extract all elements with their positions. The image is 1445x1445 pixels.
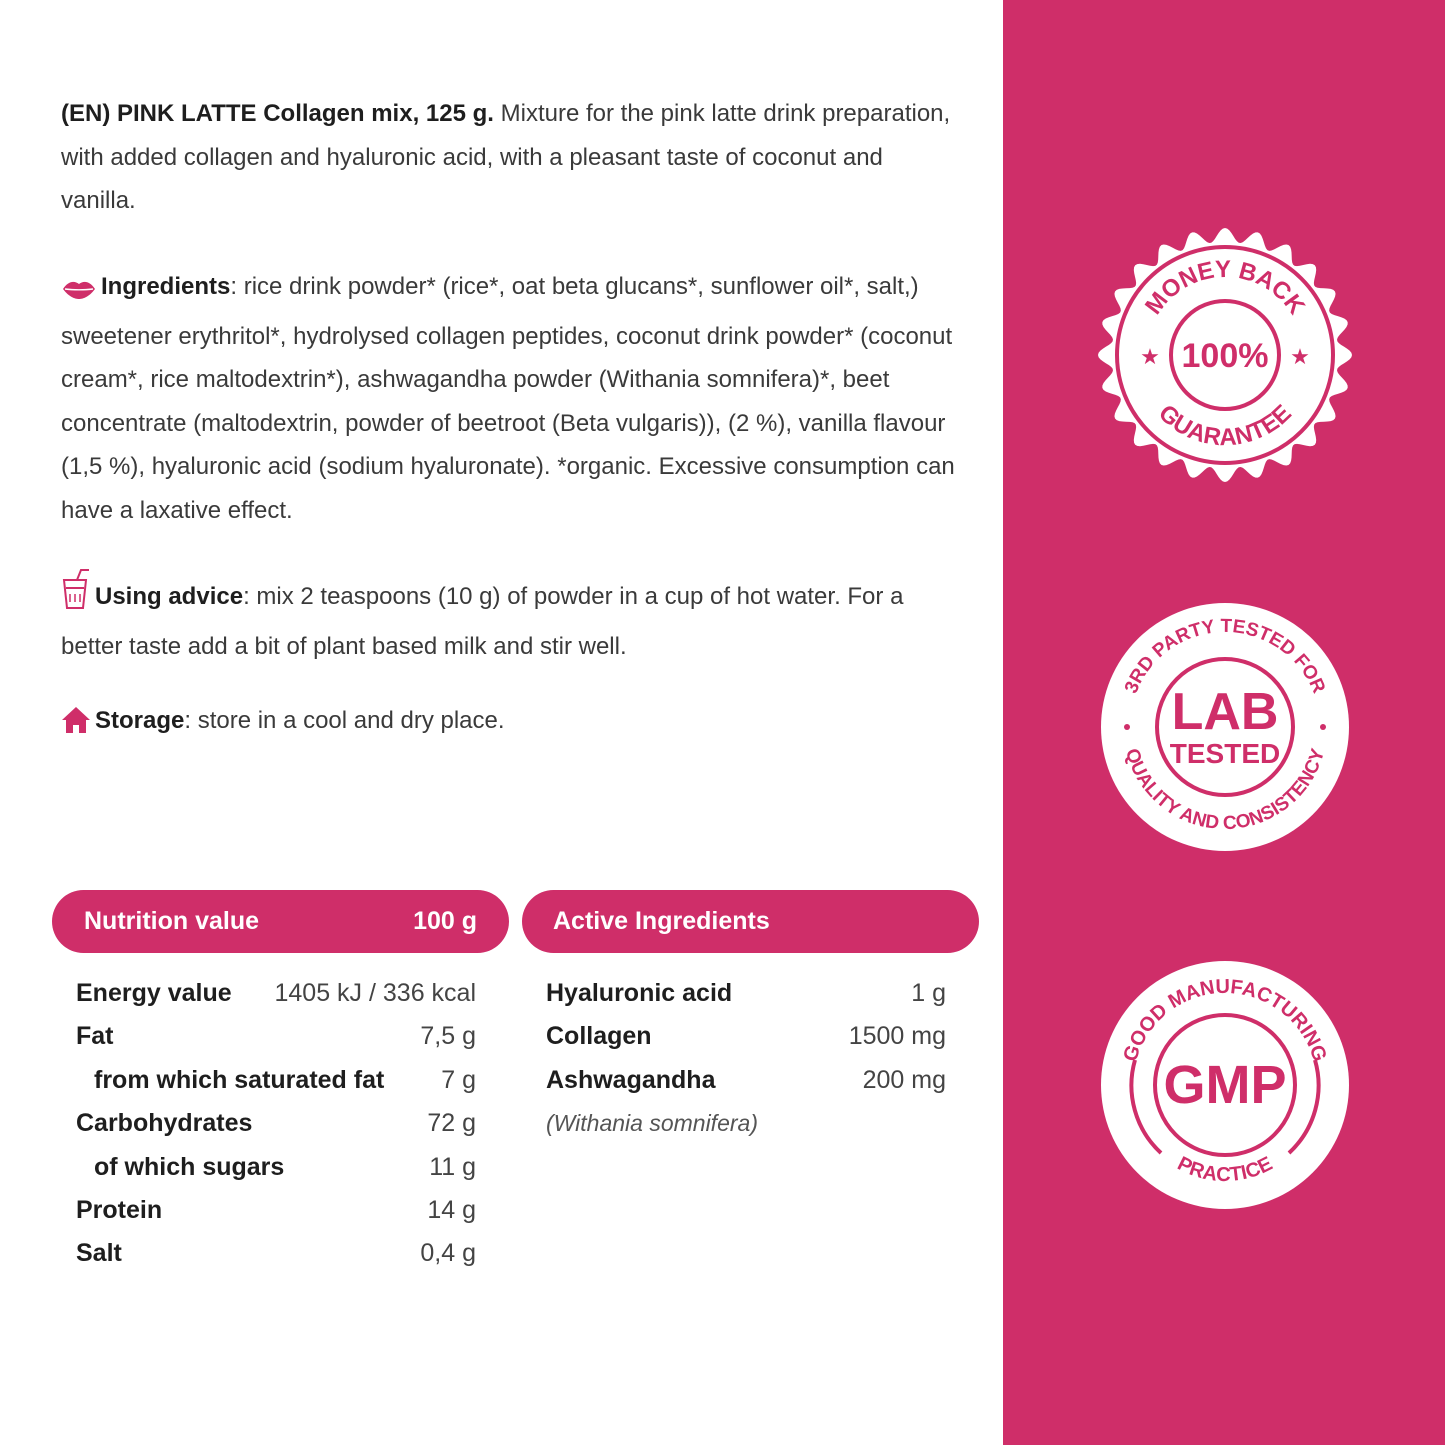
- row-label: Collagen: [546, 1022, 652, 1051]
- table-row: [546, 1059, 946, 1102]
- star-icon: ★: [1140, 344, 1160, 369]
- gmp-top-text: GOOD MANUFACTURING: [1119, 975, 1331, 1065]
- row-label: Fat: [76, 1022, 114, 1051]
- table-row: [76, 1146, 476, 1189]
- nutrition-header: [52, 890, 509, 953]
- table-row: [76, 972, 476, 1015]
- row-label: Hyaluronic acid: [546, 979, 733, 1007]
- nutrition-table: [76, 972, 476, 1276]
- row-value: 14 g: [427, 1195, 476, 1224]
- using-advice-label: Using advice: [95, 583, 244, 610]
- row-value: 72 g: [427, 1109, 476, 1138]
- nutrition-header-title: Nutrition value: [84, 907, 260, 935]
- row-value: 1 g: [911, 979, 946, 1007]
- table-row: [76, 1015, 476, 1058]
- money-back-guarantee-badge: [1095, 225, 1355, 485]
- intro-title: (EN) PINK LATTE Collagen mix, 125 g.: [61, 100, 494, 127]
- lab-bottom-text: QUALITY AND CONSISTENCY: [1120, 746, 1330, 835]
- row-label: Carbohydrates: [76, 1109, 253, 1138]
- table-row: [76, 1232, 476, 1275]
- ingredients-label: Ingredients: [101, 273, 231, 300]
- money-back-bottom-text: GUARANTEE: [1153, 399, 1297, 452]
- row-value: 0,4 g: [420, 1239, 476, 1268]
- lips-icon: [61, 271, 97, 315]
- storage-label: Storage: [95, 707, 185, 734]
- nutrition-header-per: 100 g: [413, 907, 477, 935]
- table-row: [76, 1059, 476, 1102]
- row-value: 1500 mg: [848, 1022, 946, 1051]
- drink-cup-icon: [61, 568, 91, 625]
- row-label: Ashwagandha: [546, 1065, 716, 1094]
- ashwagandha-latin-note: (Withania somnifera): [546, 1110, 758, 1137]
- intro-paragraph: [61, 92, 961, 223]
- money-back-center-text: 100%: [1181, 337, 1269, 375]
- table-row: [76, 1189, 476, 1232]
- row-label: Salt: [76, 1239, 122, 1268]
- table-row: [546, 1015, 946, 1058]
- table-row: [76, 1102, 476, 1145]
- active-ingredients-header-title: Active Ingredients: [553, 907, 770, 935]
- table-row: [546, 972, 946, 1015]
- row-label: from which saturated fat: [94, 1065, 385, 1094]
- active-ingredients-header: [522, 890, 979, 953]
- gmp-bottom-text: PRACTICE: [1173, 1152, 1277, 1187]
- money-back-top-text: MONEY BACK: [1140, 255, 1311, 320]
- intro-text: Mixture for the pink latte drink preparation, with added collagen and hyaluronic acid, with a pleasant taste of coconut and vanilla.: [61, 100, 951, 214]
- ingredients-paragraph: [61, 265, 961, 532]
- storage-paragraph: [61, 699, 961, 749]
- ingredients-text: : rice drink powder* (rice*, oat beta glucans*, sunflower oil*, salt,) sweetener erythritol*, hydrolysed collagen peptides, coconut drink powder* (coconut cream*, rice maltodextrin*), ashwagandha powder (Withania somnifera)*, beet concentrate (maltodextrin, powder of beetroot (Beta vulgaris)), (2 %), vanilla flavour (1,5 %), hyaluronic acid (sodium hyaluronate). *organic. Excessive consumption can have a laxative effect.: [61, 273, 955, 524]
- row-label: Protein: [76, 1195, 163, 1224]
- star-icon: ★: [1290, 344, 1310, 369]
- lab-line2-text: TESTED: [1169, 738, 1281, 769]
- gmp-center-text: GMP: [1163, 1055, 1287, 1115]
- using-advice-text: : mix 2 teaspoons (10 g) of powder in a cup of hot water. For a better taste add a bit of plant based milk and stir well.: [61, 583, 904, 660]
- row-value: 7,5 g: [420, 1022, 476, 1051]
- gmp-badge: [1095, 955, 1355, 1215]
- lab-line1-text: LAB: [1171, 683, 1279, 741]
- house-icon: [61, 705, 91, 749]
- row-value: 1405 kJ / 336 kcal: [274, 979, 476, 1007]
- row-value: 11 g: [429, 1152, 476, 1181]
- active-ingredients-table: [546, 972, 946, 1145]
- row-value: 7 g: [441, 1065, 476, 1094]
- lab-top-text: 3RD PARTY TESTED FOR: [1120, 615, 1330, 697]
- row-label: of which sugars: [94, 1152, 285, 1181]
- storage-text: : store in a cool and dry place.: [184, 707, 505, 734]
- lab-tested-badge: [1095, 597, 1355, 857]
- using-advice-paragraph: [61, 568, 961, 668]
- row-value: 200 mg: [862, 1065, 946, 1094]
- row-label: Energy value: [76, 979, 232, 1007]
